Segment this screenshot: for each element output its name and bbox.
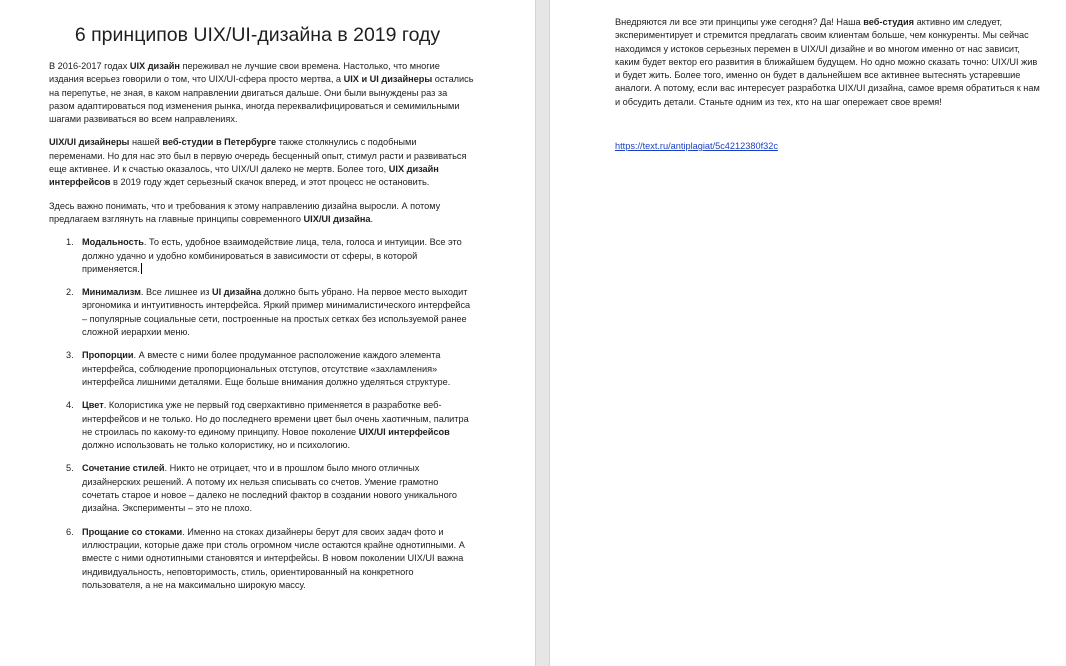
document-title: 6 принципов UIX/UI-дизайна в 2019 году	[74, 24, 441, 46]
text-run: остались на перепутье, не зная, в каком направлении двигаться дальше. Они были вынуждены раз за разом адаптироваться под изменения рынка, иногда переквалифицироваться и семимильными шагами развиваться во всем направлениях.	[49, 74, 474, 125]
list-item	[49, 462, 474, 515]
list-item	[49, 399, 474, 452]
text-run: Внедряются ли все эти принципы уже сегодня? Да! Наша	[615, 17, 864, 27]
text-run: также столкнулись с подобными переменами. Но для нас это был в первую очередь бесценный опыт, стимул расти и развиваться еще активнее. И к счастью оказалось, что UIX/UI далеко не мертв. Более того,	[49, 137, 467, 175]
list-item-text: должно быть убрано. На первое место выходит эргономика и интуитивность интерфейса. Яркий пример минималистического интерфейса – популярные социальные сети, построенные на простых сетках без используемой ранее сложной иерархии меню.	[82, 287, 471, 338]
bold-run: UIX дизайн	[129, 61, 180, 71]
list-item-heading: Пропорции	[82, 350, 134, 361]
list-item-heading: Модальность	[82, 237, 144, 248]
studio-paragraph	[49, 136, 474, 189]
bold-run: UIX дизайн интерфейсов	[49, 164, 439, 188]
principles-intro-paragraph	[49, 200, 474, 227]
bold-run: UIX и UI дизайнеры	[343, 74, 433, 85]
list-item	[49, 526, 474, 592]
list-item	[49, 236, 474, 276]
list-number: 3.	[66, 350, 74, 361]
bold-run: UI дизайна	[212, 287, 262, 298]
list-item-heading: Прощание со стоками	[82, 526, 183, 537]
bold-run: UIX/UI интерфейсов	[358, 426, 450, 437]
conclusion-paragraph	[615, 16, 1040, 109]
list-item-text: . А вместе с ними более продуманное расположение каждого элемента интерфейса, соблюдение пропорциональных отступов, отсутствие «захламления» интерфейса лишними деталями. Еще больше внимания должно уделяться структуре.	[82, 350, 451, 387]
list-item	[49, 349, 474, 389]
text-run: активно им следует, экспериментирует и стремится предлагать своим клиентам больше, чем конкуренты. Мы сейчас находимся у истоков серьезных перемен в UIX/UI дизайне и во многом именно от нас зависит, каким будет вектор его развития в ближайшем будущем. Но одно можно сказать точно: UIX/UI жив и будет жить. Более того, именно он будет в дальнейшем все активнее вытеснять устаревшие аналоги. А потому, если вас интересует разработка UIX/UI дизайна, самое время обратиться к нам и обсудить детали. Станьте одним из тех, кто на шаг опережает свое время!	[615, 17, 1040, 107]
text-run: нашей	[129, 137, 163, 148]
list-item-heading: Минимализм	[82, 287, 141, 298]
principles-list	[49, 236, 474, 592]
bold-run: UIX/UI дизайна	[303, 213, 371, 224]
text-run: В 2016-2017 годах	[49, 61, 130, 71]
text-run: в 2019 году ждет серьезный скачок вперед, и этот процесс не остановить.	[110, 177, 430, 188]
list-number: 5.	[66, 463, 74, 474]
page-1-content	[49, 24, 474, 602]
text-cursor	[141, 263, 142, 274]
list-item-text: должно использовать не только колористику, но и психологию.	[82, 440, 351, 451]
antiplagiat-link[interactable]: https://text.ru/antiplagiat/5c4212380f32c	[615, 141, 778, 152]
bold-run: UIX/UI дизайнеры	[49, 137, 130, 148]
list-item-heading: Сочетание стилей	[82, 463, 165, 474]
link-line	[615, 136, 1040, 154]
list-number: 2.	[66, 287, 74, 298]
text-run: переживал не лучшие свои времена. Настолько, что многие издания всерьез говорили о том, что UIX/UI-сфера просто мертва, а	[49, 61, 440, 85]
list-item-text: . Колористика уже не первый год сверхактивно применяется в разработке веб-интерфейсов и не только. Но до последнего времени цвет был очень хаотичным, палитра не строилась по какому-то единому принципу. Новое поколение	[82, 400, 469, 437]
bold-run: веб-студии в Петербурге	[162, 137, 277, 148]
text-run: Здесь важно понимать, что и требования к этому направлению дизайна выросли. А потому предлагаем взглянуть на главные принципы современного	[49, 200, 441, 224]
document-page-2	[549, 0, 1066, 666]
list-number: 1.	[66, 237, 74, 248]
list-item	[49, 286, 474, 339]
intro-paragraph	[49, 60, 474, 126]
page-2-content	[615, 16, 1040, 154]
list-item-text: . Именно на стоках дизайнеры берут для своих задач фото и иллюстрации, которые даже при столь огромном числе остаются крайне однотипными. А вместе с ними однотипными становятся и интерфейсы. В новом поколении UIX/UI важна индивидуальность, неповторимость, стиль, ориентированный на конкретного пользователя, а не на максимально широкую массу.	[82, 526, 465, 590]
list-item-text: . То есть, удобное взаимодействие лица, тела, голоса и интуиции. Все это должно удачно и удобно комбинироваться в зависимости от сферы, в которой применяется.	[82, 237, 462, 274]
list-item-heading: Цвет	[82, 400, 104, 411]
list-number: 6.	[66, 526, 74, 537]
list-item-text: . Никто не отрицает, что и в прошлом было много отличных дизайнерских решений. А потому их нельзя списывать со счетов. Умение грамотно сочетать старое и новое – далеко не последний фактор в создании нового уникального дизайна. Эксперименты – это не плохо.	[82, 463, 457, 514]
bold-run: веб-студия	[863, 17, 915, 27]
list-item-text: . Все лишнее из	[140, 287, 213, 298]
text-run: .	[370, 213, 374, 224]
list-number: 4.	[66, 400, 74, 411]
